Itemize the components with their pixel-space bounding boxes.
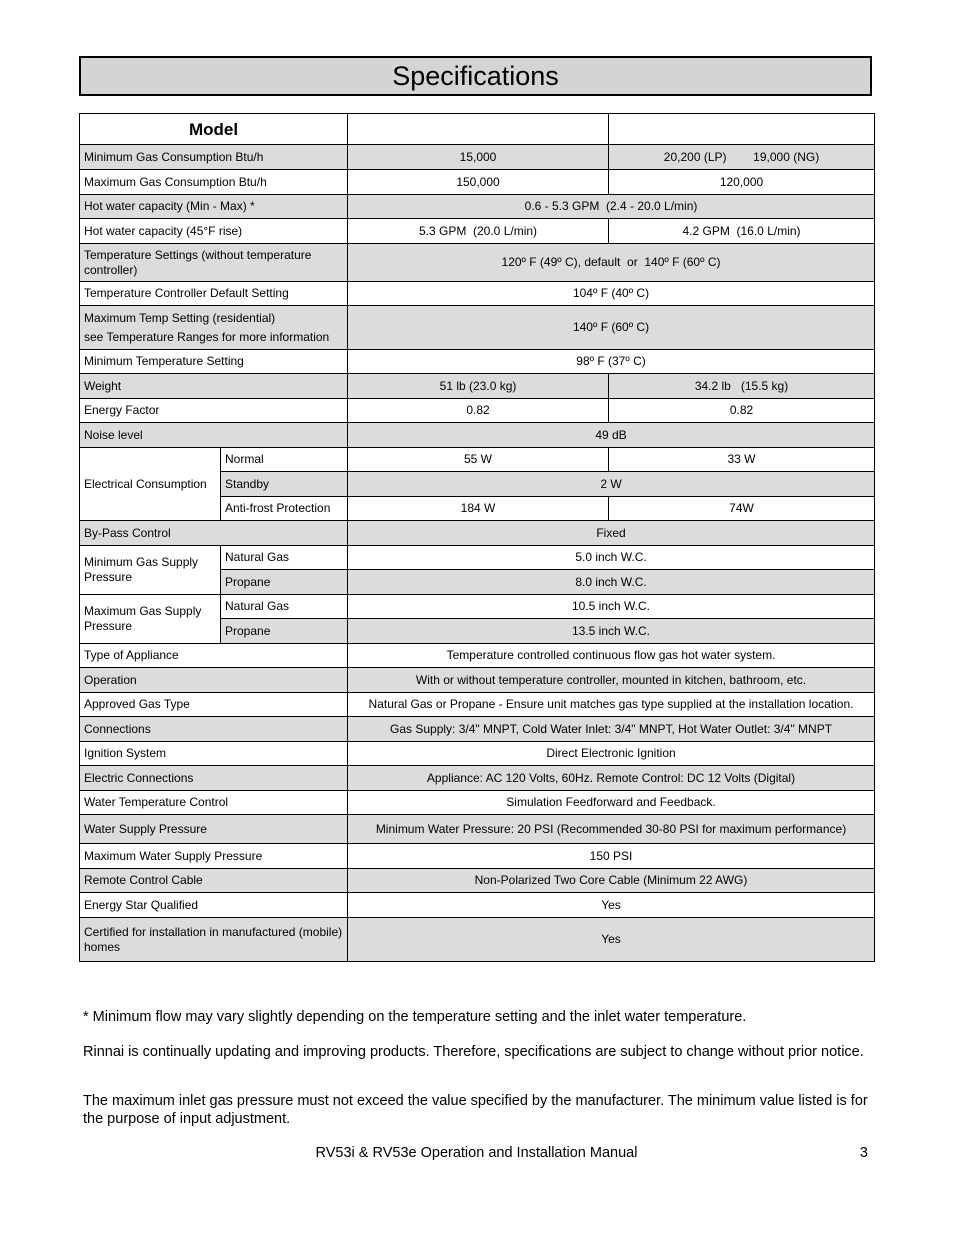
row-label: Hot water capacity (45°F rise) bbox=[80, 219, 348, 244]
row-value: With or without temperature controller, mounted in kitchen, bathroom, etc. bbox=[348, 668, 875, 693]
row-value: 0.6 - 5.3 GPM (2.4 - 20.0 L/min) bbox=[348, 195, 875, 219]
row-label: Maximum Gas Consumption Btu/h bbox=[80, 170, 348, 195]
row-label: Approved Gas Type bbox=[80, 693, 348, 717]
sub-label: Natural Gas bbox=[221, 595, 348, 619]
table-row bbox=[80, 423, 875, 448]
model-header-row bbox=[80, 114, 875, 145]
row-label: Minimum Temperature Setting bbox=[80, 350, 348, 374]
row-label: Water Supply Pressure bbox=[80, 815, 348, 844]
row-value: 49 dB bbox=[348, 423, 875, 448]
row-label: Type of Appliance bbox=[80, 644, 348, 668]
table-row bbox=[80, 644, 875, 668]
row-value: 8.0 inch W.C. bbox=[348, 570, 875, 595]
table-row bbox=[80, 893, 875, 918]
row-value: 20,200 (LP) 19,000 (NG) bbox=[609, 145, 875, 170]
row-label: Electrical Consumption bbox=[80, 448, 221, 521]
table-row bbox=[80, 374, 875, 399]
gas-pressure-note: The maximum inlet gas pressure must not exceed the value specified by the manufacturer. The minimum value listed is for the purpose of input adjustment. bbox=[83, 1093, 868, 1127]
table-row bbox=[80, 306, 875, 350]
table-row bbox=[80, 595, 875, 619]
row-value: 55 W bbox=[348, 448, 609, 472]
model-col-2 bbox=[609, 114, 875, 145]
row-value: 120º F (49º C), default or 140º F (60º C) bbox=[348, 244, 875, 282]
table-row bbox=[80, 844, 875, 869]
row-label: Maximum Gas Supply Pressure bbox=[80, 595, 221, 644]
row-label bbox=[80, 306, 348, 350]
table-row bbox=[80, 693, 875, 717]
table-row bbox=[80, 195, 875, 219]
row-value: 15,000 bbox=[348, 145, 609, 170]
row-value: 120,000 bbox=[609, 170, 875, 195]
row-value: Appliance: AC 120 Volts, 60Hz. Remote Control: DC 12 Volts (Digital) bbox=[348, 766, 875, 791]
row-value: 33 W bbox=[609, 448, 875, 472]
sub-label: Propane bbox=[221, 619, 348, 644]
table-row bbox=[80, 869, 875, 893]
row-label: Energy Factor bbox=[80, 399, 348, 423]
table-row bbox=[80, 170, 875, 195]
row-value: 51 lb (23.0 kg) bbox=[348, 374, 609, 399]
row-value: Temperature controlled continuous flow gas hot water system. bbox=[348, 644, 875, 668]
row-label: Remote Control Cable bbox=[80, 869, 348, 893]
row-label: Temperature Settings (without temperature controller) bbox=[80, 244, 348, 282]
table-row bbox=[80, 145, 875, 170]
page-title: Specifications bbox=[79, 56, 872, 96]
table-row bbox=[80, 448, 875, 472]
table-row bbox=[80, 282, 875, 306]
table-row bbox=[80, 815, 875, 844]
row-value: 5.0 inch W.C. bbox=[348, 546, 875, 570]
row-value: 10.5 inch W.C. bbox=[348, 595, 875, 619]
table-row bbox=[80, 742, 875, 766]
row-value: Non-Polarized Two Core Cable (Minimum 22 AWG) bbox=[348, 869, 875, 893]
sub-label: Standby bbox=[221, 472, 348, 497]
row-label-line: see Temperature Ranges for more information bbox=[84, 329, 330, 344]
row-value: Fixed bbox=[348, 521, 875, 546]
row-label: Operation bbox=[80, 668, 348, 693]
table-row bbox=[80, 521, 875, 546]
table-row bbox=[80, 717, 875, 742]
row-value: Minimum Water Pressure: 20 PSI (Recommended 30-80 PSI for maximum performance) bbox=[348, 815, 875, 844]
row-value: 34.2 lb (15.5 kg) bbox=[609, 374, 875, 399]
row-value: 2 W bbox=[348, 472, 875, 497]
row-label: Minimum Gas Consumption Btu/h bbox=[80, 145, 348, 170]
model-col-1 bbox=[348, 114, 609, 145]
row-value: 13.5 inch W.C. bbox=[348, 619, 875, 644]
table-row bbox=[80, 399, 875, 423]
row-value: Simulation Feedforward and Feedback. bbox=[348, 791, 875, 815]
row-value: Yes bbox=[348, 893, 875, 918]
row-value: Direct Electronic Ignition bbox=[348, 742, 875, 766]
row-label: Temperature Controller Default Setting bbox=[80, 282, 348, 306]
sub-label: Propane bbox=[221, 570, 348, 595]
row-value: 98º F (37º C) bbox=[348, 350, 875, 374]
row-value: 74W bbox=[609, 497, 875, 521]
row-label: Certified for installation in manufactured (mobile) homes bbox=[80, 918, 348, 962]
row-label: Ignition System bbox=[80, 742, 348, 766]
row-label: Hot water capacity (Min - Max) * bbox=[80, 195, 348, 219]
table-row bbox=[80, 219, 875, 244]
row-value: Yes bbox=[348, 918, 875, 962]
model-label: Model bbox=[80, 114, 348, 145]
specifications-table bbox=[79, 113, 875, 962]
row-value: 0.82 bbox=[348, 399, 609, 423]
row-value: 5.3 GPM (20.0 L/min) bbox=[348, 219, 609, 244]
row-label: Minimum Gas Supply Pressure bbox=[80, 546, 221, 595]
table-row bbox=[80, 668, 875, 693]
table-row bbox=[80, 350, 875, 374]
row-value: Gas Supply: 3/4" MNPT, Cold Water Inlet: 3/4" MNPT, Hot Water Outlet: 3/4" MNPT bbox=[348, 717, 875, 742]
row-label: Electric Connections bbox=[80, 766, 348, 791]
sub-label: Natural Gas bbox=[221, 546, 348, 570]
row-label-line: Maximum Temp Setting (residential) bbox=[84, 310, 276, 325]
row-value: 150 PSI bbox=[348, 844, 875, 869]
manual-title: RV53i & RV53e Operation and Installation Manual bbox=[315, 1145, 638, 1161]
row-label: Energy Star Qualified bbox=[80, 893, 348, 918]
row-value: 104º F (40º C) bbox=[348, 282, 875, 306]
row-value: 4.2 GPM (16.0 L/min) bbox=[609, 219, 875, 244]
sub-label: Normal bbox=[221, 448, 348, 472]
row-value: Natural Gas or Propane - Ensure unit matches gas type supplied at the installation location. bbox=[348, 693, 875, 717]
disclaimer-note: Rinnai is continually updating and improving products. Therefore, specifications are subject to change without prior notice. bbox=[83, 1044, 864, 1060]
row-value: 140º F (60º C) bbox=[348, 306, 875, 350]
row-label: Maximum Water Supply Pressure bbox=[80, 844, 348, 869]
row-label: Water Temperature Control bbox=[80, 791, 348, 815]
row-label: By-Pass Control bbox=[80, 521, 348, 546]
table-row bbox=[80, 918, 875, 962]
page-number: 3 bbox=[859, 1145, 868, 1161]
table-row bbox=[80, 546, 875, 570]
sub-label: Anti-frost Protection bbox=[221, 497, 348, 521]
row-value: 150,000 bbox=[348, 170, 609, 195]
row-value: 184 W bbox=[348, 497, 609, 521]
row-label: Weight bbox=[80, 374, 348, 399]
footnote: * Minimum flow may vary slightly depending on the temperature setting and the inlet water temperature. bbox=[83, 1009, 747, 1025]
row-label: Connections bbox=[80, 717, 348, 742]
row-label: Noise level bbox=[80, 423, 348, 448]
row-value: 0.82 bbox=[609, 399, 875, 423]
table-row bbox=[80, 791, 875, 815]
table-row bbox=[80, 766, 875, 791]
table-row bbox=[80, 244, 875, 282]
